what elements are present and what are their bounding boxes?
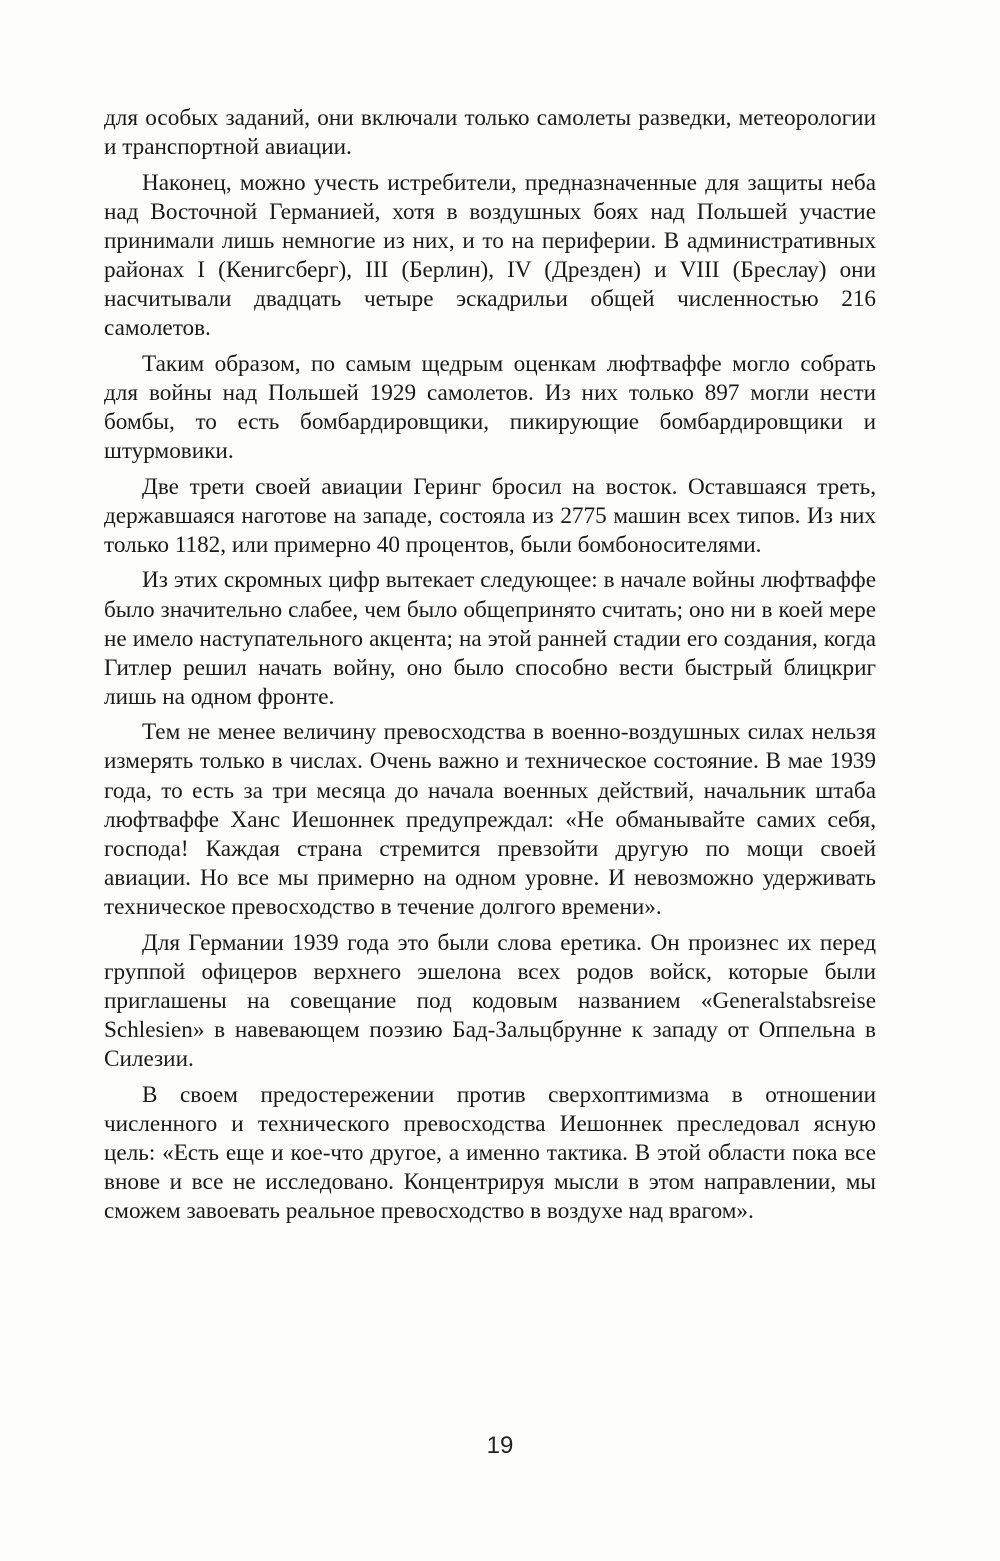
paragraph-7: Для Германии 1939 года это были слова еретика. Он произнес их перед группой офицеров верхнего эшелона всех родов войск, которые были приглашены на совещание под кодовым названием «Generalstabsreise Schlesien» в навевающем поэзию Бад-Зальцбрунне к западу от Оппельна в Силезии.: [104, 929, 876, 1072]
paragraph-8: В своем предостережении против сверхоптимизма в отношении численного и технического превосходства Иешоннек преследовал ясную цель: «Есть еще и кое-что другое, а именно тактика. В этой области пока все внове и все не исследовано. Концентрируя мысли в этом направлении, мы сможем завоевать реальное превосходство в воздухе над врагом».: [104, 1081, 876, 1224]
paragraph-2: Наконец, можно учесть истребители, предназначенные для защиты неба над Восточной Германией, хотя в воздушных боях над Польшей участие принимали лишь немногие из них, и то на периферии. В административных районах I (Кенигсберг), III (Берлин), IV (Дрезден) и VIII (Бреслау) они насчитывали двадцать четыре эскадрильи общей численностью 216 самолетов.: [104, 169, 876, 342]
paragraph-6: Тем не менее величину превосходства в военно-воздушных силах нельзя измерять только в числах. Очень важно и техническое состояние. В мае 1939 года, то есть за три месяца до начала военных действий, начальник штаба люфтваффе Ханс Иешоннек предупреждал: «Не обманывайте самих себя, господа! Каждая страна стремится превзойти другую по мощи своей авиации. Но все мы примерно на одном уровне. И невозможно удерживать техническое превосходство в течение долгого времени».: [104, 719, 876, 920]
paragraph-3: Таким образом, по самым щедрым оценкам люфтваффе могло собрать для войны над Польшей 1929 самолетов. Из них только 897 могли нести бомбы, то есть бомбардировщики, пикирующие бомбардировщики и штурмовики.: [104, 350, 876, 465]
body-text: [104, 104, 876, 1232]
paragraph-4: Две трети своей авиации Геринг бросил на восток. Оставшаяся треть, державшаяся наготове на западе, состояла из 2775 машин всех типов. Из них только 1182, или примерно 40 процентов, были бомбоносителями.: [104, 473, 876, 558]
paragraph-5: Из этих скромных цифр вытекает следующее: в начале войны люфтваффе было значительно слабее, чем было общепринято считать; оно ни в коей мере не имело наступательного акцента; на этой ранней стадии его создания, когда Гитлер решил начать войну, оно было способно вести быстрый блицкриг лишь на одном фронте.: [104, 567, 876, 710]
paragraph-1: для особых заданий, они включали только самолеты разведки, метеорологии и транспортной авиации.: [104, 105, 876, 161]
page-number: 19: [486, 1432, 514, 1459]
